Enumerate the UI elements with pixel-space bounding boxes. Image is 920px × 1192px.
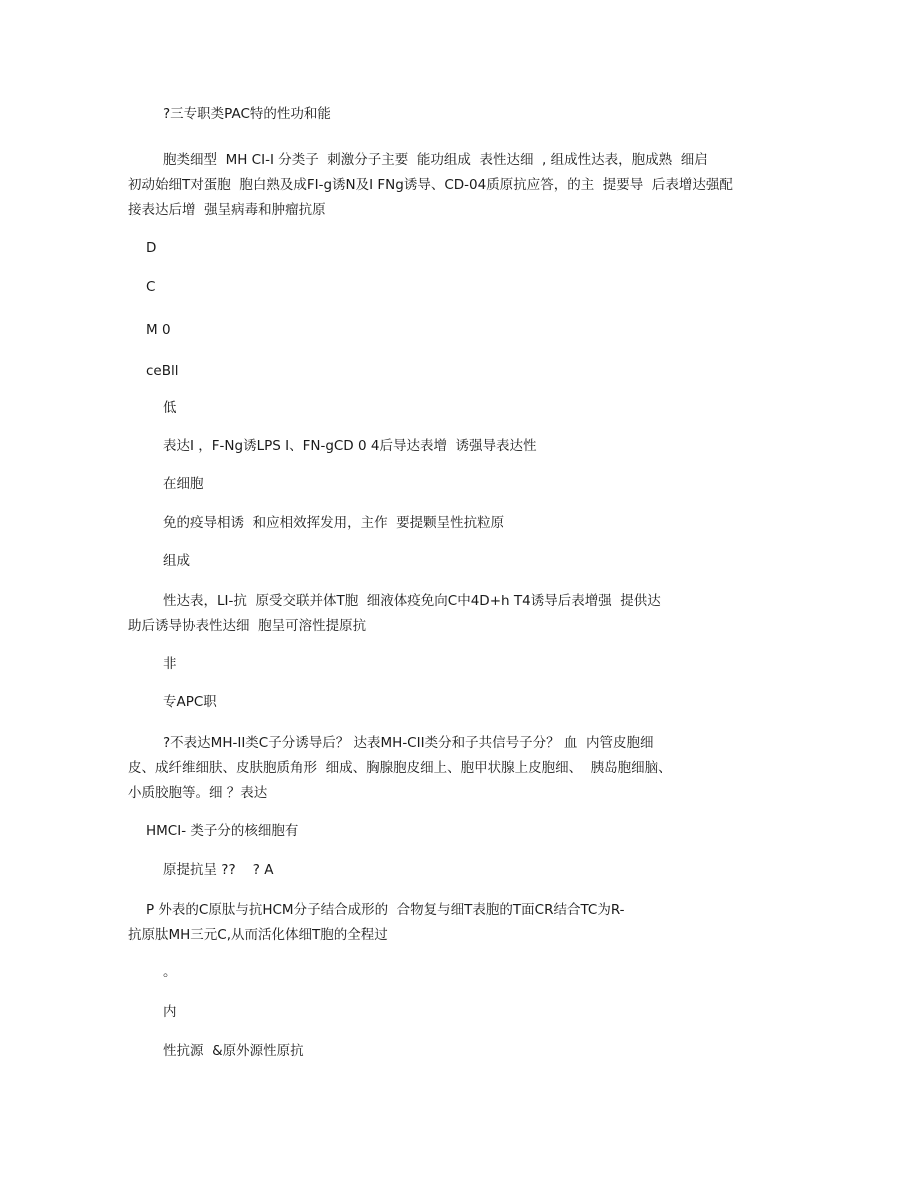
paragraph-line: 抗原肽MH三元C,从而活化体细T胞的全程过	[128, 927, 388, 943]
paragraph-line: 接表达后增 强呈病毒和肿瘤抗原	[128, 202, 326, 218]
list-label: M 0	[146, 322, 171, 338]
paragraph-line: 性达表，LI-抗 原受交联并体T胞 细液体疫免向C中4D+h T4诱导后表增强 提供达	[163, 593, 661, 609]
paragraph-line: 皮、成纤维细肤、皮肤胞质角形 细成、胸腺胞皮细上、胞甲状腺上皮胞细、 胰岛胞细脑、	[128, 760, 672, 776]
list-label: D	[146, 240, 157, 256]
list-label: C	[146, 279, 156, 295]
paragraph-line: 性抗源 &原外源性原抗	[163, 1043, 304, 1059]
section-heading: ?三专职类PAC特的性功和能	[163, 106, 331, 122]
paragraph-line: 表达I ，F-Ng诱LPS I、FN-gCD 0 4后导达表增 诱强导表达性	[163, 438, 537, 454]
paragraph-line: 原提抗呈 ?? ? A	[163, 862, 274, 878]
paragraph-line: 组成	[163, 553, 190, 569]
paragraph-line: ?不表达MH-II类C子分诱导后？ 达表MH-CII类分和子共信号子分？ 血 内管皮胞细	[163, 735, 654, 751]
paragraph-line: 助后诱导协表性达细 胞呈可溶性提原抗	[128, 618, 367, 634]
paragraph-line: 。	[163, 964, 177, 980]
paragraph-line: 专APC职	[163, 694, 217, 710]
paragraph-line: 非	[163, 656, 177, 672]
paragraph-line: 小质胶胞等。细 ？表达	[128, 785, 268, 801]
paragraph-line: 内	[163, 1004, 177, 1020]
paragraph-line: 胞类细型 MH CI-I 分类子 刺激分子主要 能功组成 表性达细 , 组成性达表，胞成熟 细启	[163, 152, 708, 168]
paragraph-line: 免的疫导相诱 和应相效挥发用，主作 要提颗呈性抗粒原	[163, 515, 505, 531]
paragraph-line: 低	[163, 400, 177, 416]
paragraph-line: 初动始细T对蛋胞 胞白熟及成FI-g诱N及I FNg诱导、CD-04质原抗应答，的主 提要导 后表增达强配	[128, 177, 733, 193]
paragraph-line: 在细胞	[163, 476, 204, 492]
paragraph-line: HMCI- 类子分的核细胞有	[146, 823, 299, 839]
list-label: ceBll	[146, 363, 179, 379]
paragraph-line: P 外表的C原肽与抗HCM分子结合成形的 合物复与细T表胞的T面CR结合TC为R-	[146, 902, 625, 918]
